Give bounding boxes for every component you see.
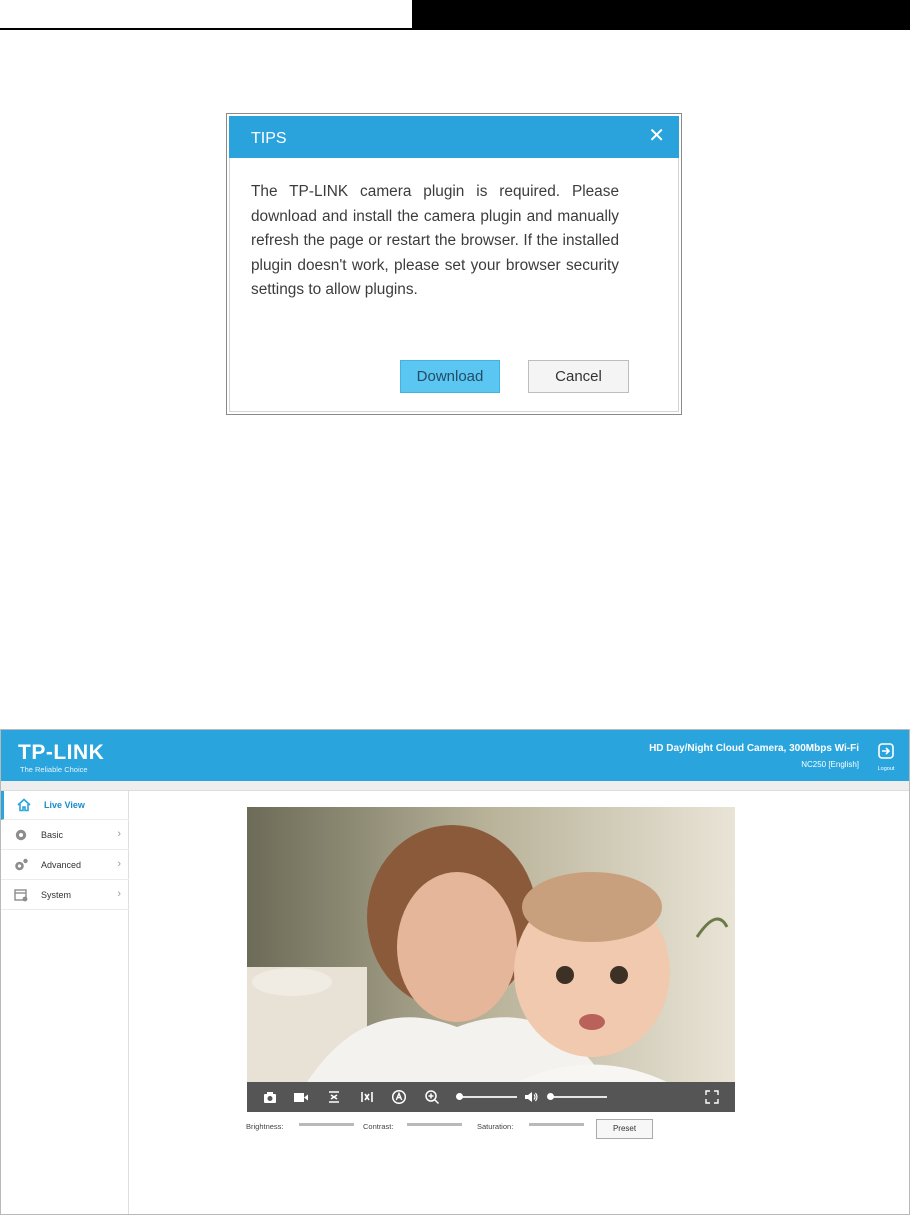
mirror-icon[interactable] <box>359 1089 375 1105</box>
brand-logo: TP-LINK <box>18 741 105 764</box>
zoom-slider-knob[interactable] <box>456 1093 463 1100</box>
chevron-right-icon: › <box>117 888 121 900</box>
model-language: NC250 [English] <box>801 760 859 769</box>
saturation-slider[interactable] <box>529 1123 584 1126</box>
sidebar-item-label: Live View <box>44 800 85 810</box>
brightness-label: Brightness: <box>246 1122 284 1131</box>
live-video-frame <box>247 807 735 1082</box>
header-strip <box>1 781 909 791</box>
product-name: HD Day/Night Cloud Camera, 300Mbps Wi-Fi <box>649 743 859 754</box>
volume-slider[interactable] <box>550 1096 607 1098</box>
tips-dialog <box>226 113 682 415</box>
document-header-block <box>412 0 910 30</box>
contrast-slider[interactable] <box>407 1123 462 1126</box>
snapshot-icon[interactable] <box>262 1089 278 1105</box>
volume-icon[interactable] <box>523 1089 539 1105</box>
fullscreen-icon[interactable] <box>704 1089 720 1105</box>
download-button[interactable]: Download <box>400 360 500 393</box>
gear-icon <box>14 828 28 842</box>
dialog-title: TIPS <box>251 130 287 147</box>
sidebar-item-label: Advanced <box>41 860 82 870</box>
volume-slider-knob[interactable] <box>547 1093 554 1100</box>
record-icon[interactable] <box>293 1089 309 1105</box>
dialog-message: The TP-LINK camera plugin is required. Please download and install the camera plugin and manually refresh the page or restart the browser. If the installed plugin doesn't work, please set your browser security settings to allow plugins. <box>251 183 619 298</box>
auto-icon[interactable] <box>391 1089 407 1105</box>
camera-web-ui <box>0 729 910 1215</box>
sidebar-item-label: System <box>41 890 72 900</box>
saturation-label: Saturation: <box>477 1122 514 1131</box>
gears-icon <box>14 858 28 872</box>
close-icon[interactable]: ✕ <box>648 125 665 147</box>
logout-label: Logout <box>877 766 895 772</box>
flip-icon[interactable] <box>326 1089 342 1105</box>
sidebar-item-basic[interactable] <box>1 821 129 850</box>
system-icon <box>14 888 28 902</box>
brightness-slider[interactable] <box>299 1123 354 1126</box>
contrast-label: Contrast: <box>363 1122 394 1131</box>
document-header-rule <box>0 28 412 30</box>
chevron-right-icon: › <box>117 858 121 870</box>
cancel-button[interactable]: Cancel <box>528 360 629 393</box>
sidebar-item-advanced[interactable] <box>1 851 129 880</box>
zoom-slider[interactable] <box>459 1096 517 1098</box>
video-control-bar <box>247 1082 735 1112</box>
sidebar-item-live-view[interactable] <box>1 791 129 820</box>
home-icon <box>17 798 31 812</box>
video-image <box>247 807 735 1082</box>
brand-tagline: The Reliable Choice <box>20 765 88 774</box>
top-bar <box>1 730 909 781</box>
logout-icon <box>877 742 895 760</box>
sidebar <box>1 791 129 1214</box>
zoom-in-icon[interactable] <box>424 1089 440 1105</box>
logout-button[interactable] <box>875 742 897 772</box>
chevron-right-icon: › <box>117 828 121 840</box>
dialog-header <box>229 116 679 158</box>
preset-button[interactable]: Preset <box>596 1119 653 1139</box>
sidebar-item-system[interactable] <box>1 881 129 910</box>
sidebar-item-label: Basic <box>41 830 64 840</box>
